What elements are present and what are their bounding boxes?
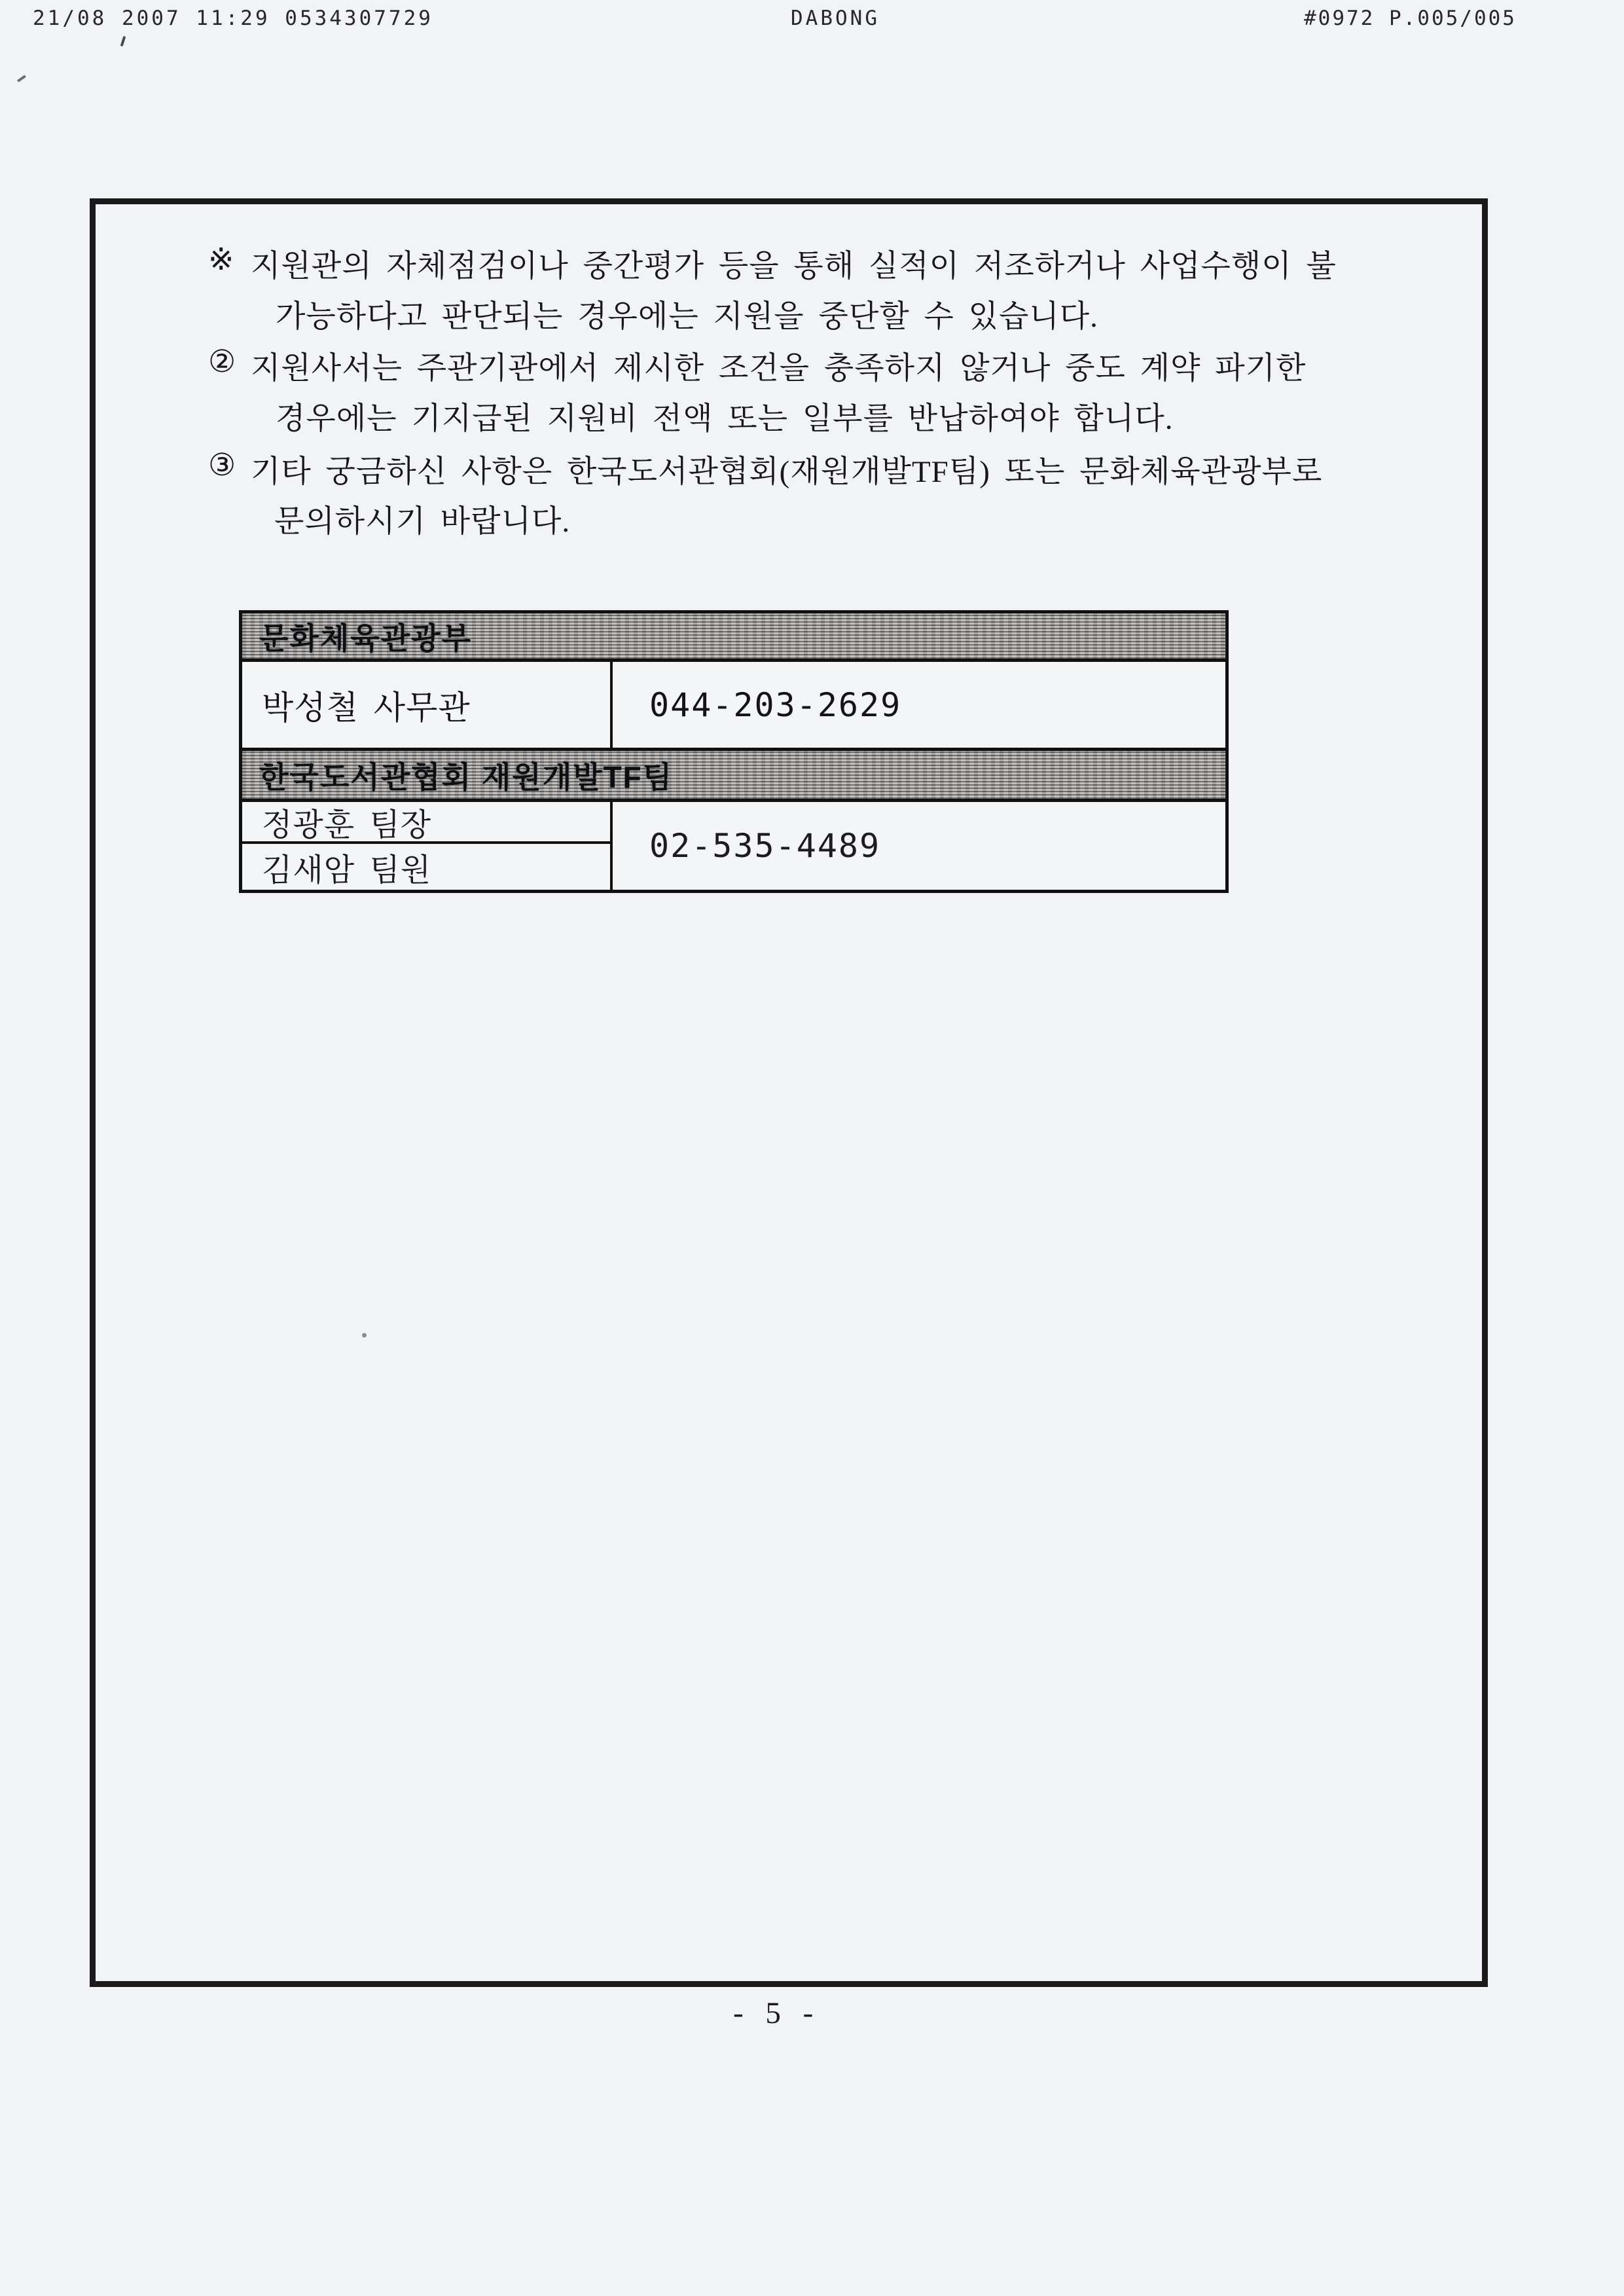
scan-speck [120,36,126,46]
notice-line: 기타 궁금하신 사항은 한국도서관협회(재원개발TF팀) 또는 문화체육관광부로 [251,455,1323,489]
contact-phone-cell: 044-203-2629 [649,685,902,724]
table-section-header-ministry: 문화체육관광부 [242,613,1225,662]
paragraph-marker-circled-3: ③ [208,448,236,483]
fax-header-datetime-number: 21/08 2007 11:29 0534307729 [33,7,433,30]
contact-name-column [242,802,613,890]
scan-speck [17,75,26,82]
notice-line: 경우에는 기지급된 지원비 전액 또는 일부를 반납하여야 합니다. [276,402,1174,436]
fax-header-job-page-count: #0972 P.005/005 [1304,7,1517,30]
fax-header-sender-name: DABONG [791,7,880,30]
notice-line: 가능하다고 판단되는 경우에는 지원을 중단할 수 있습니다. [276,300,1098,334]
table-row [242,662,1225,751]
table-section-header-association: 한국도서관협회 재원개발TF팀 [242,751,1225,802]
contact-name-cell: 정광훈 팀장 [242,802,610,844]
contact-name-cell: 박성철 사무관 [242,662,613,748]
table-row-group [242,802,1225,890]
document-page-frame [90,198,1488,1987]
paragraph-marker-asterisk: ※ [208,243,234,277]
contact-name-cell: 김새암 팀원 [262,852,432,888]
notice-line: 지원관의 자체점검이나 중간평가 등을 통해 실적이 저조하거나 사업수행이 불 [251,249,1337,283]
contact-phone-cell-merged: 02-535-4489 [649,827,881,865]
page-number: - 5 - [733,1996,816,2030]
notice-line: 지원사서는 주관기관에서 제시한 조건을 충족하지 않거나 중도 계약 파기한 [251,352,1307,386]
paragraph-marker-circled-2: ② [208,345,236,379]
notice-line: 문의하시기 바랍니다. [274,505,571,539]
contact-table [239,610,1229,893]
